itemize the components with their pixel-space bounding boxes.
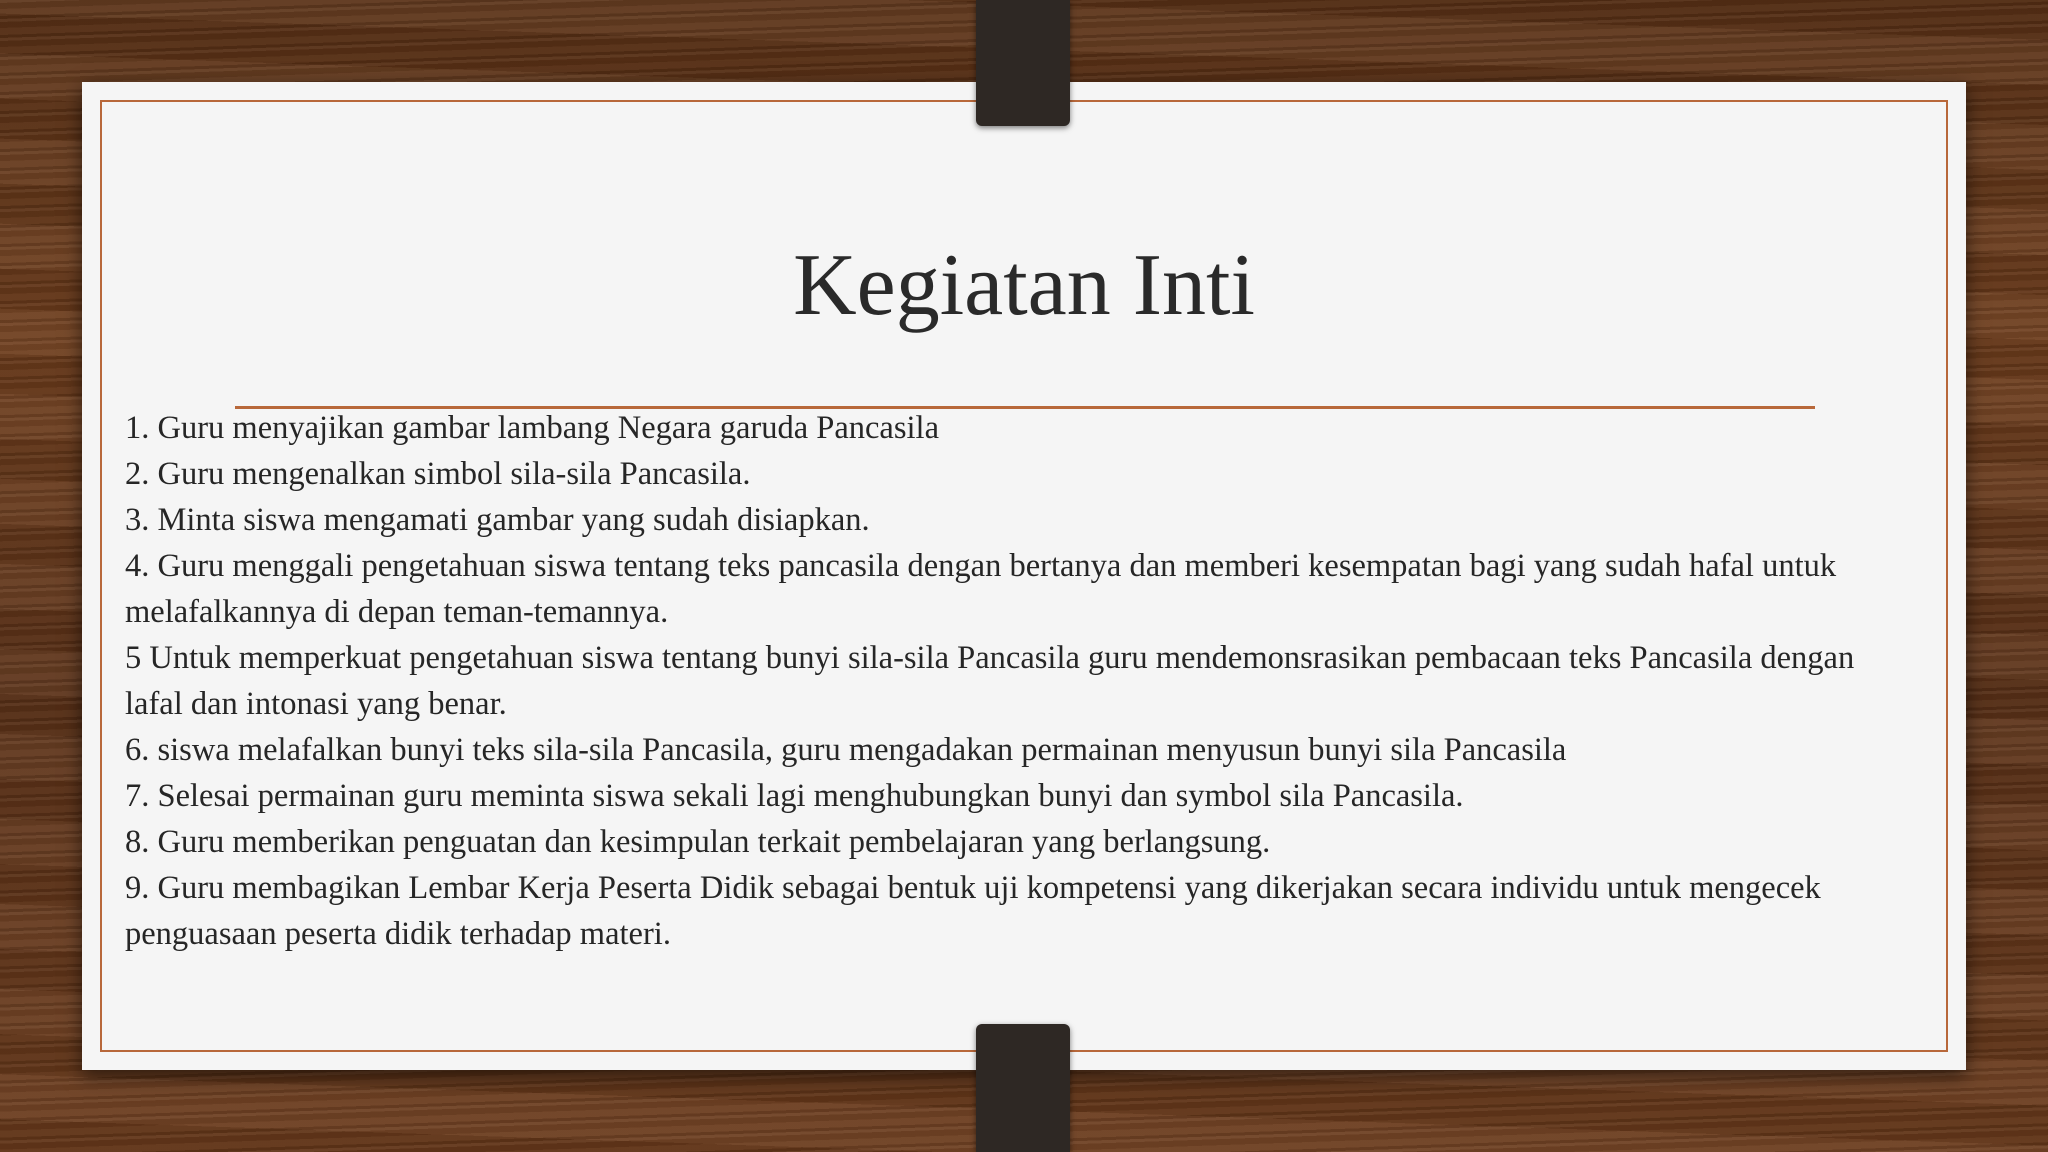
list-item: 7. Selesai permainan guru meminta siswa sekali lagi menghubungkan bunyi dan symbol sila Pancasila. <box>125 778 1464 814</box>
activity-list <box>125 405 1915 957</box>
list-item: 3. Minta siswa mengamati gambar yang sudah disiapkan. <box>125 502 870 538</box>
list-item: 5 Untuk memperkuat pengetahuan siswa tentang bunyi sila-sila Pancasila guru mendemonsrasikan pembacaan teks Pancasila dengan lafal dan intonasi yang benar. <box>125 640 1855 722</box>
list-item: 8. Guru memberikan penguatan dan kesimpulan terkait pembelajaran yang berlangsung. <box>125 824 1271 860</box>
list-item: 9. Guru membagikan Lembar Kerja Peserta Didik sebagai bentuk uji kompetensi yang dikerjakan secara individu untuk mengecek penguasaan peserta didik terhadap materi. <box>125 870 1821 952</box>
list-item: 1. Guru menyajikan gambar lambang Negara garuda Pancasila <box>125 410 939 446</box>
slide-title: Kegiatan Inti <box>793 237 1255 334</box>
list-item: 6. siswa melafalkan bunyi teks sila-sila Pancasila, guru mengadakan permainan menyusun bunyi sila Pancasila <box>125 732 1567 768</box>
bottom-clip <box>976 1024 1070 1152</box>
list-item: 4. Guru menggali pengetahuan siswa tentang teks pancasila dengan bertanya dan memberi kesempatan bagi yang sudah hafal untuk melafalkannya di depan teman-temannya. <box>125 548 1837 630</box>
top-clip <box>976 0 1070 126</box>
list-item: 2. Guru mengenalkan simbol sila-sila Pancasila. <box>125 456 751 492</box>
